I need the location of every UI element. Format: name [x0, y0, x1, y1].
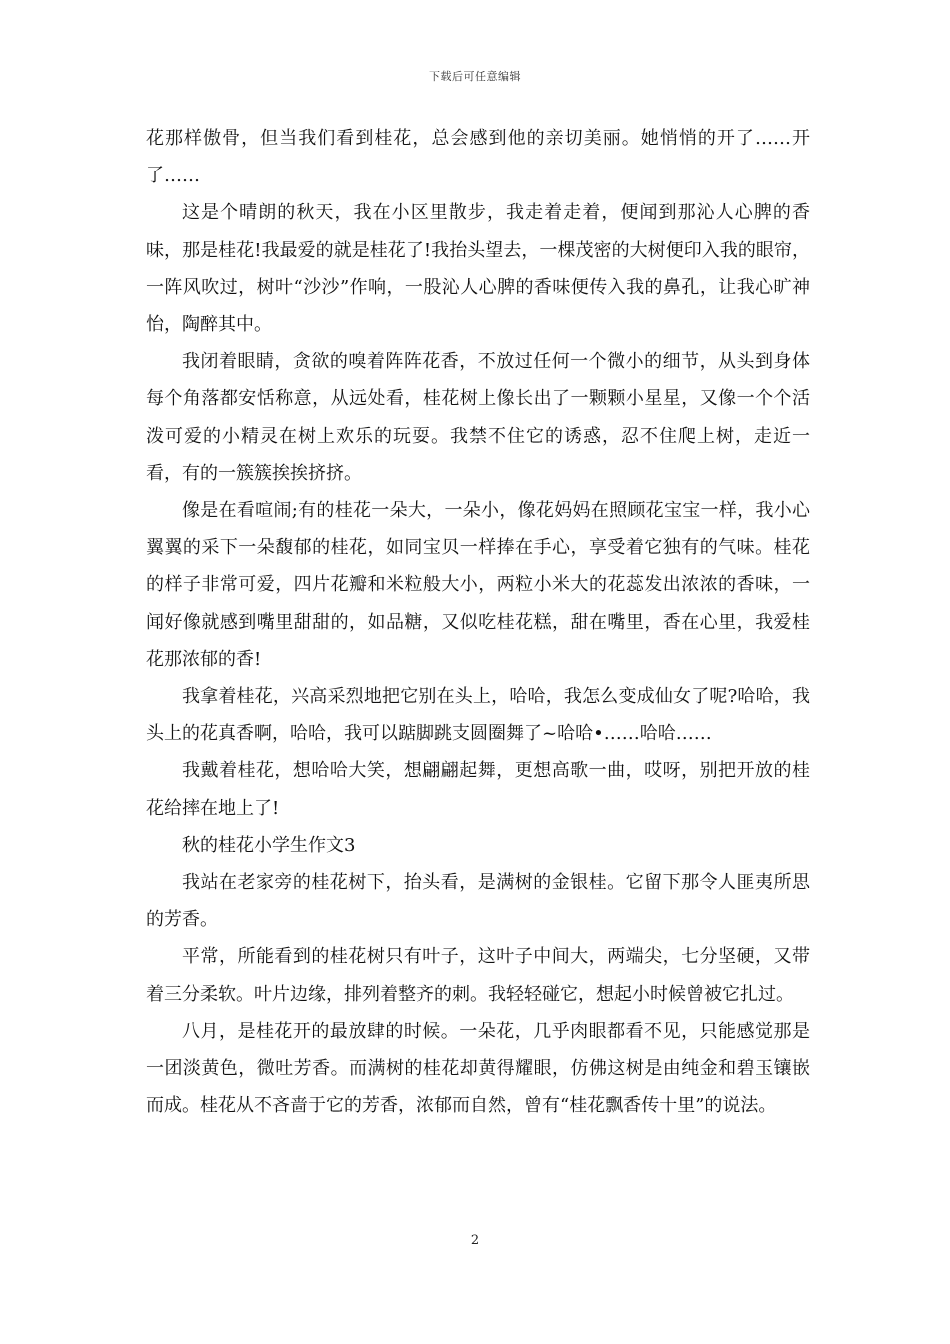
- paragraph-8: 平常，所能看到的桂花树只有叶子，这叶子中间大，两端尖，七分坚硬，又带着三分柔软。叶片边缘，排列着整齐的刺。我轻轻碰它，想起小时候曾被它扎过。: [146, 946, 810, 1005]
- paragraph-6: 我戴着桂花，想哈哈大笑，想翩翩起舞，更想高歌一曲，哎呀，别把开放的桂花给摔在地上了!: [146, 760, 810, 819]
- paragraph-7: 我站在老家旁的桂花树下，抬头看，是满树的金银桂。它留下那令人匪夷所思的芳香。: [146, 872, 810, 931]
- section-title: 秋的桂花小学生作文3: [182, 834, 356, 856]
- paragraph-2: 这是个晴朗的秋天，我在小区里散步，我走着走着，便闻到那沁人心脾的香味，那是桂花!我最爱的就是桂花了!我抬头望去，一棵茂密的大树便印入我的眼帘，一阵风吹过，树叶“沙沙”作响，一股沁人心脾的香味便传入我的鼻孔，让我心旷神怡，陶醉其中。: [146, 202, 810, 336]
- page-header: 下载后可任意编辑: [429, 70, 521, 83]
- paragraph-4: 像是在看喧闹;有的桂花一朵大，一朵小，像花妈妈在照顾花宝宝一样，我小心翼翼的采下一朵馥郁的桂花，如同宝贝一样捧在手心，享受着它独有的气味。桂花的样子非常可爱，四片花瓣和米粒般大小，两粒小米大的花蕊发出浓浓的香味，一闻好像就感到嘴里甜甜的，如品糖，又似吃桂花糕，甜在嘴里，香在心里，我爱桂花那浓郁的香!: [146, 500, 810, 670]
- paragraph-5: 我拿着桂花，兴高采烈地把它别在头上，哈哈，我怎么变成仙女了呢?哈哈，我头上的花真香啊，哈哈，我可以踮脚跳支圆圈舞了~哈哈•……哈哈……: [146, 686, 810, 745]
- paragraph-1: 花那样傲骨，但当我们看到桂花，总会感到他的亲切美丽。她悄悄的开了……开了……: [146, 128, 810, 187]
- paragraph-3: 我闭着眼睛，贪欲的嗅着阵阵花香，不放过任何一个微小的细节，从头到身体每个角落都安恬称意，从远处看，桂花树上像长出了一颗颗小星星，又像一个个活泼可爱的小精灵在树上欢乐的玩耍。我禁不住它的诱惑，忍不住爬上树，走近一看，有的一簇簇挨挨挤挤。: [146, 351, 810, 484]
- page-number: 2: [470, 1233, 480, 1248]
- document-body: [146, 120, 810, 1124]
- paragraph-9: 八月，是桂花开的最放肆的时候。一朵花，几乎肉眼都看不见，只能感觉那是一团淡黄色，微吐芳香。而满树的桂花却黄得耀眼，仿佛这树是由纯金和碧玉镶嵌而成。桂花从不吝啬于它的芳香，浓郁而自然，曾有“桂花飘香传十里”的说法。: [146, 1020, 810, 1117]
